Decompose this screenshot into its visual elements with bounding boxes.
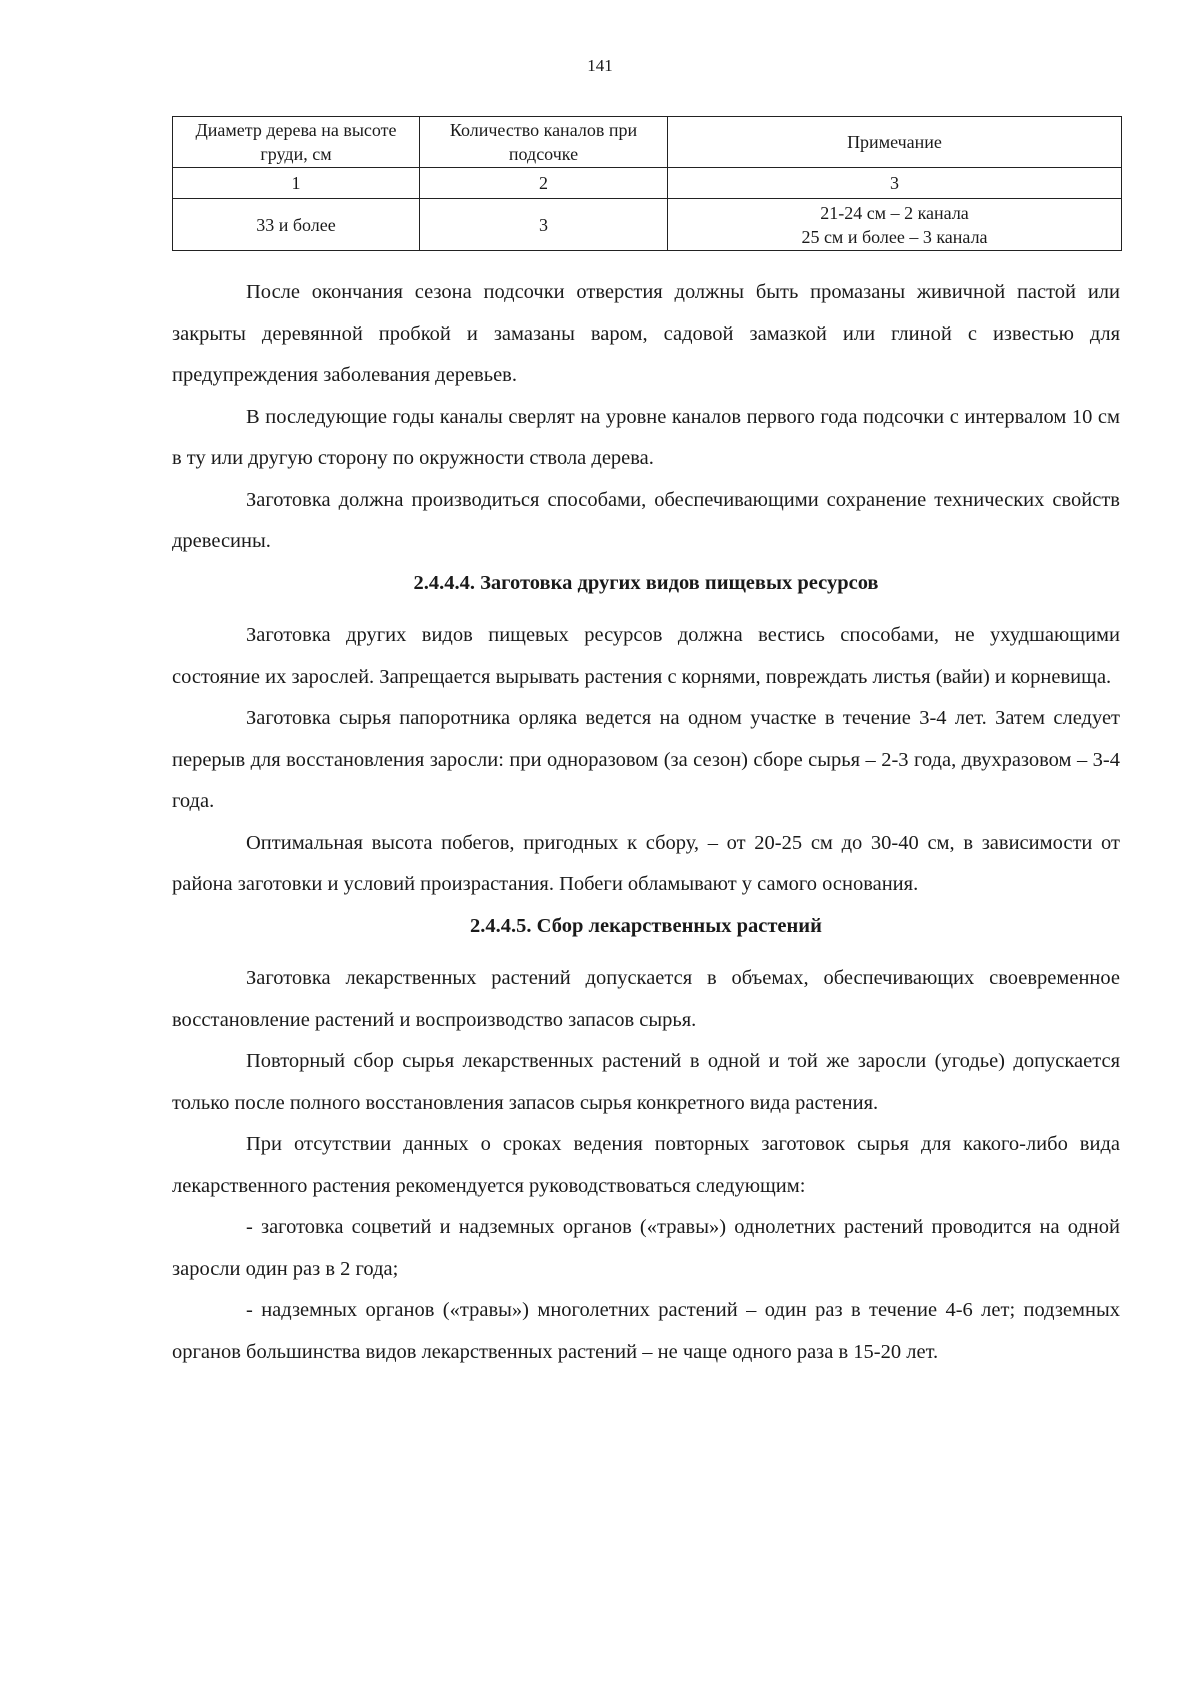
paragraph: После окончания сезона подсочки отверстия должны быть промазаны живичной пастой или закрыты деревянной пробкой и замазаны варом, садовой замазкой или глиной с известью для предупреждения заболевания деревьев.: [172, 281, 1120, 386]
document-body: [172, 272, 1120, 1373]
column-number-2: 2: [420, 168, 668, 199]
cell-diameter: 33 и более: [173, 199, 420, 251]
table-column-numbers-row: [173, 168, 1122, 199]
header-diameter: Диаметр дерева на высоте груди, см: [173, 117, 420, 168]
header-channels: Количество каналов при подсочке: [420, 117, 668, 168]
paragraph: Заготовка сырья папоротника орляка ведется на одном участке в течение 3-4 лет. Затем следует перерыв для восстановления заросли: при одноразовом (за сезон) сборе сырья – 2-3 года, двухразовом – 3-4 года.: [172, 707, 1120, 812]
paragraph: Повторный сбор сырья лекарственных растений в одной и той же заросли (угодье) допускается только после полного восстановления запасов сырья конкретного вида растения.: [172, 1050, 1120, 1114]
data-table: [172, 116, 1122, 251]
table-row: [173, 199, 1122, 251]
cell-channels: 3: [420, 199, 668, 251]
paragraph: Заготовка других видов пищевых ресурсов должна вестись способами, не ухудшающими состояние их зарослей. Запрещается вырывать растения с корнями, повреждать листья (вайи) и корневища.: [172, 624, 1120, 688]
paragraph: - надземных органов («травы») многолетних растений – один раз в течение 4-6 лет; подземных органов большинства видов лекарственных растений – не чаще одного раза в 15-20 лет.: [172, 1299, 1120, 1363]
header-note: Примечание: [668, 117, 1122, 168]
paragraph: В последующие годы каналы сверлят на уровне каналов первого года подсочки с интервалом 10 см в ту или другую сторону по окружности ствола дерева.: [172, 405, 1120, 469]
table-header-row: [173, 117, 1122, 168]
paragraph: Оптимальная высота побегов, пригодных к сбору, – от 20-25 см до 30-40 см, в зависимости от района заготовки и условий произрастания. Побеги обламывают у самого основания.: [172, 831, 1120, 895]
cell-note-line: 25 см и более – 3 канала: [801, 226, 988, 247]
cell-note-line: 21-24 см – 2 канала: [820, 202, 969, 223]
column-number-1: 1: [173, 168, 420, 199]
section-heading: 2.4.4.4. Заготовка других видов пищевых ресурсов: [413, 571, 879, 594]
paragraph: При отсутствии данных о сроках ведения повторных заготовок сырья для какого-либо вида лекарственного растения рекомендуется руководствоваться следующим:: [172, 1133, 1120, 1197]
cell-note: [668, 199, 1122, 251]
paragraph: - заготовка соцветий и надземных органов («травы») однолетних растений проводится на одной заросли один раз в 2 года;: [172, 1216, 1120, 1280]
page-number: 141: [587, 56, 613, 75]
paragraph: Заготовка должна производиться способами, обеспечивающими сохранение технических свойств древесины.: [172, 488, 1120, 552]
column-number-3: 3: [668, 168, 1122, 199]
section-heading: 2.4.4.5. Сбор лекарственных растений: [470, 914, 822, 937]
paragraph: Заготовка лекарственных растений допускается в объемах, обеспечивающих своевременное восстановление растений и воспроизводство запасов сырья.: [172, 967, 1120, 1031]
